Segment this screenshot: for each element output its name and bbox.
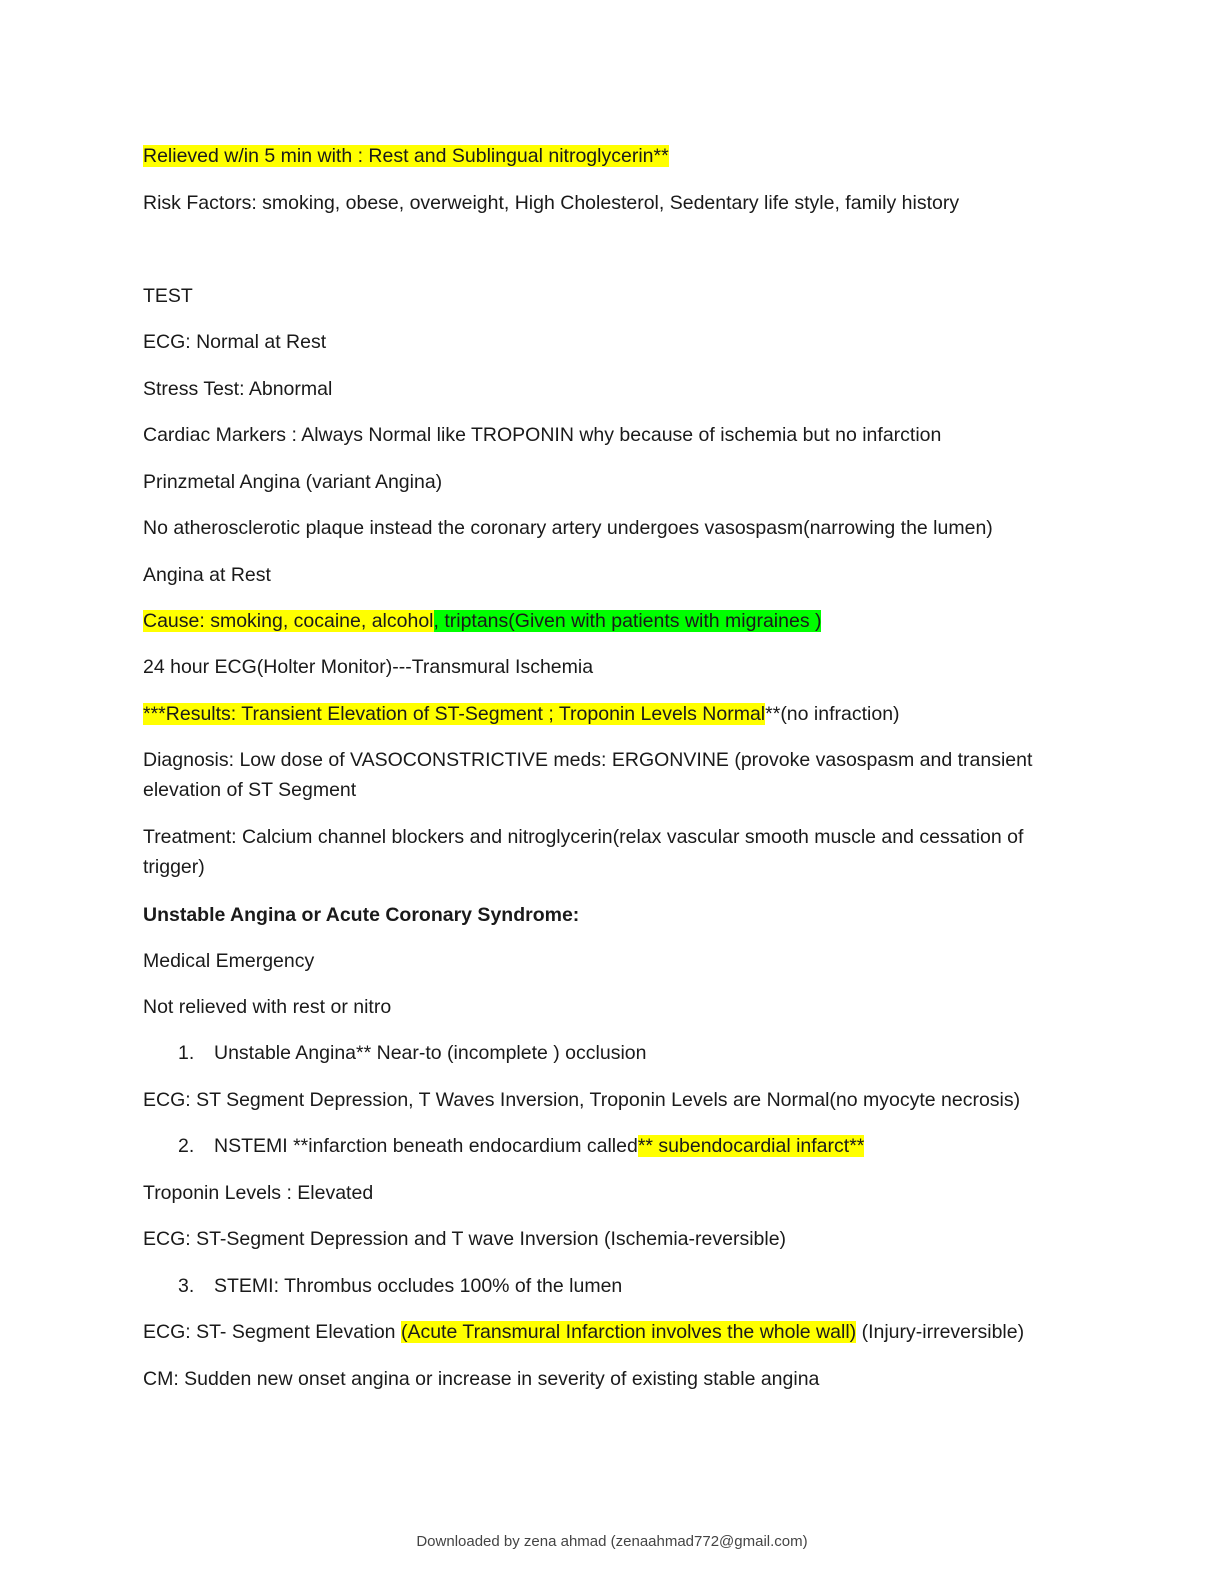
diagnosis-paragraph: Diagnosis: Low dose of VASOCONSTRICTIVE meds: ERGONVINE (provoke vasospasm and transient elevation of ST Segment (143, 749, 1033, 801)
unstable-angina-heading: Unstable Angina or Acute Coronary Syndrome: (143, 904, 580, 926)
not-relieved-line: Not relieved with rest or nitro (143, 996, 392, 1018)
highlight-results: ***Results: Transient Elevation of ST-Segment ; Troponin Levels Normal (143, 703, 766, 725)
list-item-1 (178, 1038, 1118, 1068)
test-heading: TEST (143, 285, 193, 307)
results-suffix: **(no infraction) (765, 703, 900, 725)
list-item-2 (178, 1131, 1118, 1161)
ecg-item3-line (143, 1317, 1083, 1347)
cm-line: CM: Sudden new onset angina or increase in severity of existing stable angina (143, 1368, 820, 1390)
list-item-text: STEMI: Thrombus occludes 100% of the lumen (214, 1275, 623, 1297)
holter-line: 24 hour ECG(Holter Monitor)---Transmural Ischemia (143, 656, 594, 678)
angina-at-rest-line: Angina at Rest (143, 564, 271, 586)
highlight-cause: Cause: smoking, cocaine, alcohol (143, 610, 434, 632)
list-number: 3. (178, 1275, 195, 1297)
list-item-text: Unstable Angina** Near-to (incomplete ) occlusion (214, 1042, 647, 1064)
ecg-item1-line: ECG: ST Segment Depression, T Waves Inversion, Troponin Levels are Normal(no myocyte necrosis) (143, 1089, 1021, 1111)
list-number: 2. (178, 1135, 195, 1157)
list-item-text: NSTEMI **infarction beneath endocardium called (214, 1135, 638, 1157)
list-number: 1. (178, 1042, 195, 1064)
relieved-line (143, 141, 1083, 171)
ecg-rest-line: ECG: Normal at Rest (143, 331, 327, 353)
cause-line (143, 606, 1083, 636)
risk-factors-line: Risk Factors: smoking, obese, overweight, High Cholesterol, Sedentary life style, family history (143, 192, 960, 214)
ecg-item3-suffix: (Injury-irreversible) (856, 1321, 1025, 1343)
medical-emergency-line: Medical Emergency (143, 950, 315, 972)
treatment-paragraph: Treatment: Calcium channel blockers and nitroglycerin(relax vascular smooth muscle and cessation of trigger) (143, 826, 1024, 878)
stress-test-line: Stress Test: Abnormal (143, 378, 333, 400)
cardiac-markers-line: Cardiac Markers : Always Normal like TROPONIN why because of ischemia but no infarction (143, 424, 942, 446)
results-line (143, 699, 1083, 729)
list-item-3 (178, 1271, 1118, 1301)
highlight-triptans: , triptans(Given with patients with migraines ) (433, 610, 822, 632)
no-atherosclerotic-line: No atherosclerotic plaque instead the coronary artery undergoes vasospasm(narrowing the lumen) (143, 517, 993, 539)
ecg-item3-prefix: ECG: ST- Segment Elevation (143, 1321, 401, 1343)
highlight-subendocardial: ** subendocardial infarct** (637, 1135, 865, 1157)
prinzmetal-heading: Prinzmetal Angina (variant Angina) (143, 471, 443, 493)
highlight-transmural: (Acute Transmural Infarction involves the whole wall) (400, 1321, 857, 1343)
download-footer: Downloaded by zena ahmad (zenaahmad772@gmail.com) (416, 1533, 808, 1550)
highlight-relieved: Relieved w/in 5 min with : Rest and Sublingual nitroglycerin** (143, 145, 669, 167)
troponin-elevated-line: Troponin Levels : Elevated (143, 1182, 374, 1204)
ecg-item2-line: ECG: ST-Segment Depression and T wave Inversion (Ischemia-reversible) (143, 1228, 787, 1250)
